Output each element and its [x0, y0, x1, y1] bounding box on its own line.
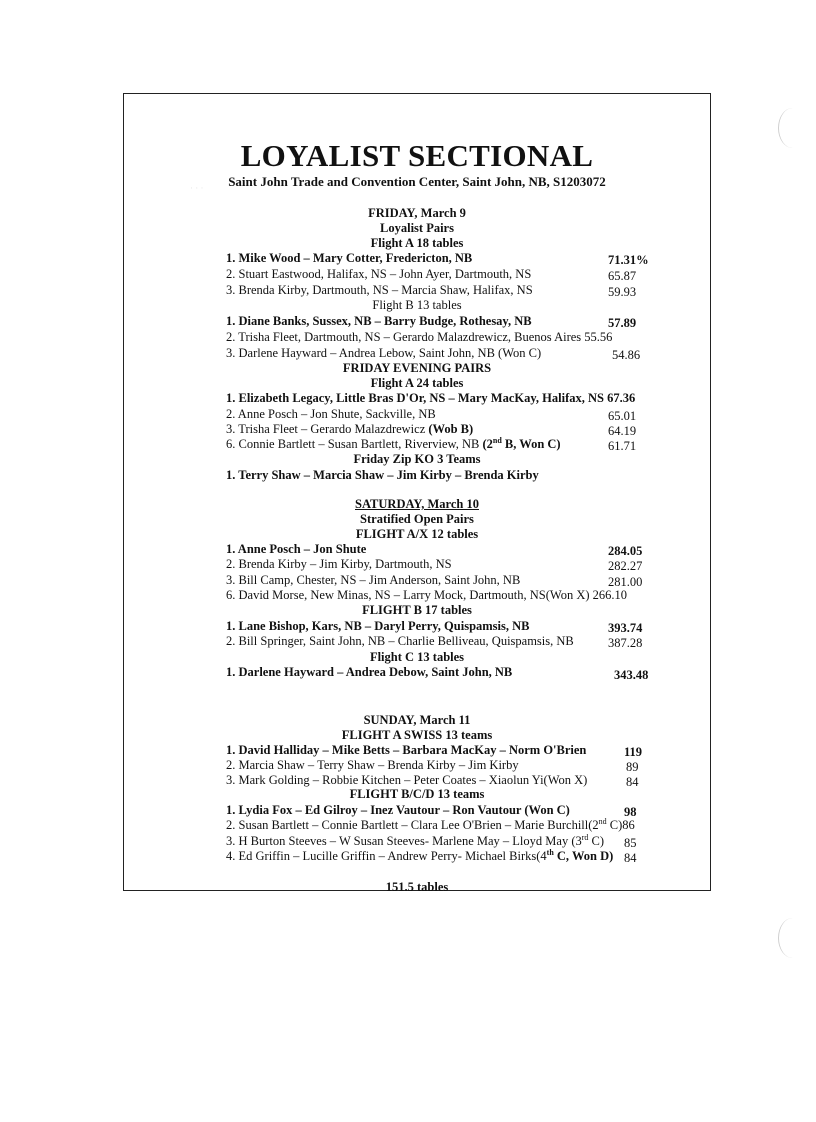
saturday-flight-b: FLIGHT B 17 tables: [362, 603, 472, 617]
show-through-text: · · ·: [190, 183, 204, 193]
result-score: 89: [626, 760, 639, 774]
saturday-event: Stratified Open Pairs: [360, 512, 474, 526]
result-score: 84: [626, 775, 639, 789]
saturday-heading: SATURDAY, March 10: [355, 497, 479, 511]
result-score: 54.86: [612, 348, 641, 362]
result-line: 2. Trisha Fleet, Dartmouth, NS – Gerardo Malazdrewicz, Buenos Aires 55.56: [226, 330, 613, 344]
result-line: 2. Stuart Eastwood, Halifax, NS – John Ayer, Dartmouth, NS: [226, 267, 532, 281]
result-line: 1. Darlene Hayward – Andrea Debow, Saint John, NB: [226, 665, 513, 679]
result-score: 64.19: [608, 424, 637, 438]
venue-subtitle: Saint John Trade and Convention Center, Saint John, NB, S1203072: [228, 174, 606, 189]
result-score: 61.71: [608, 439, 637, 453]
result-line: 3. Trisha Fleet – Gerardo Malazdrewicz (Wob B): [226, 422, 474, 436]
result-score: 393.74: [608, 621, 643, 635]
result-score: 387.28: [608, 636, 643, 650]
result-score: 85: [624, 836, 637, 850]
sunday-heading: SUNDAY, March 11: [363, 713, 471, 727]
result-score: 284.05: [608, 544, 643, 558]
result-line: 2. Anne Posch – Jon Shute, Sackville, NB: [226, 407, 436, 421]
evening-flight-a: Flight A 24 tables: [370, 376, 464, 390]
result-score: 98: [624, 805, 637, 819]
result-line: 2. Brenda Kirby – Jim Kirby, Dartmouth, NS: [226, 557, 452, 571]
friday-evening-heading: FRIDAY EVENING PAIRS: [342, 361, 492, 375]
result-line: 1. Diane Banks, Sussex, NB – Barry Budge, Rothesay, NB: [226, 314, 532, 328]
sunday-flight-bcd: FLIGHT B/C/D 13 teams: [349, 787, 485, 801]
result-score: 119: [624, 745, 643, 759]
result-line: 2. Marcia Shaw – Terry Shaw – Brenda Kirby – Jim Kirby: [226, 758, 519, 772]
friday-flight-a: Flight A 18 tables: [370, 236, 464, 250]
total-tables: 151.5 tables: [385, 880, 449, 894]
result-line: 1. Lydia Fox – Ed Gilroy – Inez Vautour – Ron Vautour (Won C): [226, 803, 570, 817]
friday-zip-ko: Friday Zip KO 3 Teams: [353, 452, 481, 466]
result-line: 1. Terry Shaw – Marcia Shaw – Jim Kirby – Brenda Kirby: [226, 468, 539, 482]
punch-hole-top: [778, 108, 807, 148]
result-line: 3. Darlene Hayward – Andrea Lebow, Saint John, NB (Won C): [226, 346, 542, 360]
result-score: 59.93: [608, 285, 637, 299]
result-line: 1. Lane Bishop, Kars, NB – Daryl Perry, Quispamsis, NB: [226, 619, 530, 633]
result-line: 3. Bill Camp, Chester, NS – Jim Anderson, Saint John, NB: [226, 573, 521, 587]
result-line: 3. Mark Golding – Robbie Kitchen – Peter Coates – Xiaolun Yi(Won X): [226, 773, 588, 787]
punch-hole-bottom: [778, 918, 807, 958]
friday-event: Loyalist Pairs: [380, 221, 454, 235]
result-score: 282.27: [608, 559, 643, 573]
result-score: 71.31%: [608, 253, 649, 267]
result-line: 1. Mike Wood – Mary Cotter, Fredericton, NB: [226, 251, 473, 265]
result-line: 3. H Burton Steeves – W Susan Steeves- Marlene May – Lloyd May (3rd C): [226, 832, 605, 848]
result-line: 1. Anne Posch – Jon Shute: [226, 542, 367, 556]
result-line: 2. Bill Springer, Saint John, NB – Charlie Belliveau, Quispamsis, NB: [226, 634, 574, 648]
saturday-flight-ax: FLIGHT A/X 12 tables: [355, 527, 479, 541]
result-score: 65.87: [608, 269, 637, 283]
result-line: 6. Connie Bartlett – Susan Bartlett, Riverview, NB (2nd B, Won C): [226, 435, 561, 451]
saturday-flight-c: Flight C 13 tables: [369, 650, 465, 664]
result-line: 3. Brenda Kirby, Dartmouth, NS – Marcia Shaw, Halifax, NS: [226, 283, 533, 297]
result-score: 343.48: [614, 668, 649, 682]
friday-flight-b: Flight B 13 tables: [372, 298, 462, 312]
result-score: 57.89: [608, 316, 637, 330]
result-score: 281.00: [608, 575, 643, 589]
result-score: 84: [624, 851, 637, 865]
result-line: 1. Elizabeth Legacy, Little Bras D'Or, NS – Mary MacKay, Halifax, NS 67.36: [226, 391, 636, 405]
sunday-flight-a: FLIGHT A SWISS 13 teams: [341, 728, 493, 742]
page-title: LOYALIST SECTIONAL: [240, 138, 594, 173]
result-line: 1. David Halliday – Mike Betts – Barbara MacKay – Norm O'Brien: [226, 743, 587, 757]
friday-heading: FRIDAY, March 9: [368, 206, 466, 220]
result-score: 65.01: [608, 409, 637, 423]
result-line: 4. Ed Griffin – Lucille Griffin – Andrew Perry- Michael Birks(4th C, Won D): [226, 847, 614, 863]
result-line: 2. Susan Bartlett – Connie Bartlett – Clara Lee O'Brien – Marie Burchill(2nd C)86: [226, 816, 635, 832]
result-line: 6. David Morse, New Minas, NS – Larry Mock, Dartmouth, NS(Won X) 266.10: [226, 588, 628, 602]
